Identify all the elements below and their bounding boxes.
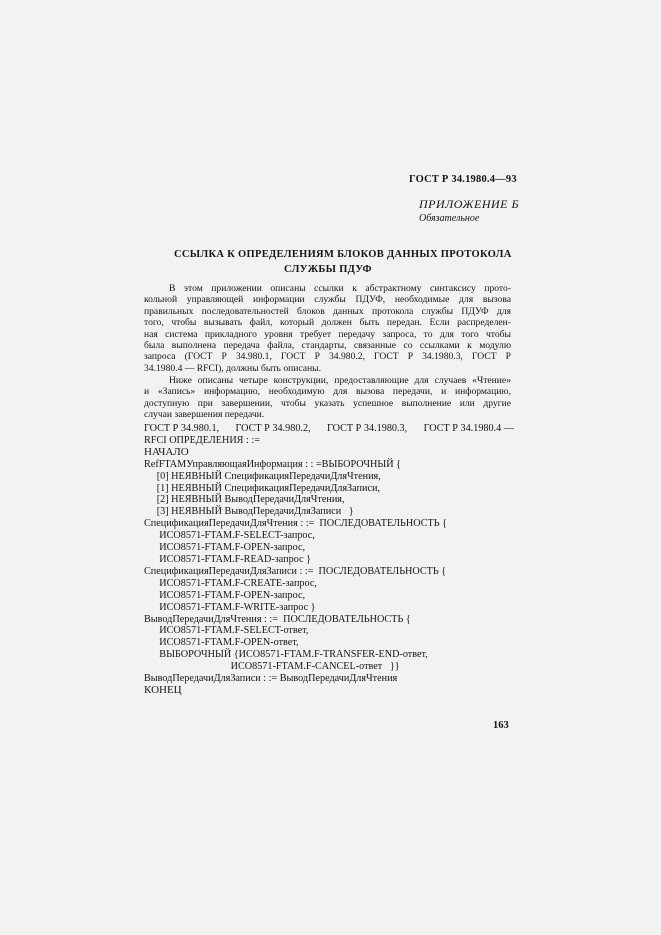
code-line: [0] НЕЯВНЫЙ СпецификацияПередачиДляЧтения, (144, 470, 381, 482)
code-line: ИСО8571-FTAM.F-READ-запрос } (144, 553, 312, 565)
paragraph-line: доступную при завершении, чтобы указать успешное выполнение или другие (144, 397, 511, 409)
standard-ref: ГОСТ Р 34.980.1, (144, 423, 220, 434)
code-line: ИСО8571-FTAM.F-CANCEL-ответ }} (144, 661, 400, 673)
code-line: ИСО8571-FTAM.F-SELECT-ответ, (144, 625, 309, 637)
code-line: ВЫБОРОЧНЫЙ {ИСО8571-FTAM.F-TRANSFER-END-ответ, (144, 649, 428, 661)
code-line: ИСО8571-FTAM.F-CREATE-запрос, (144, 577, 317, 589)
code-line: ИСО8571-FTAM.F-OPEN-ответ, (144, 637, 299, 649)
standard-ref: ГОСТ Р 34.1980.4 — (423, 423, 514, 434)
code-line: ИСО8571-FTAM.F-SELECT-запрос, (144, 530, 315, 542)
code-line: ИСО8571-FTAM.F-WRITE-запрос } (144, 601, 316, 613)
code-line: ИСО8571-FTAM.F-OPEN-запрос, (144, 542, 306, 554)
code-line: [3] НЕЯВНЫЙ ВыводПередачиДляЗаписи } (144, 506, 354, 518)
paragraph-line: Ниже описаны четыре конструкции, предоставляющие для случаев «Чтение» (169, 375, 511, 386)
paragraph-line: и «Запись» информацию, необходимую для вызова передачи, и информацию, (144, 386, 511, 398)
page-number: 163 (493, 720, 509, 731)
standards-reference-line (144, 423, 514, 435)
standard-ref: ГОСТ Р 34.980.2, (235, 423, 311, 434)
code-line: ВыводПередачиДляЧтения : := ПОСЛЕДОВАТЕЛЬНОСТЬ { (144, 613, 411, 625)
paragraph-line: запроса (ГОСТ Р 34.980.1, ГОСТ Р 34.980.2, ГОСТ Р 34.1980.3, ГОСТ Р (144, 351, 511, 363)
paragraph-line: правильных последовательностей блоков данных протокола службы ПДУФ для (144, 305, 511, 317)
code-line: RefFTAMУправляющаяИнформация : : =ВЫБОРОЧНЫЙ { (144, 458, 402, 470)
code-line: СпецификацияПередачиДляЧтения : := ПОСЛЕДОВАТЕЛЬНОСТЬ { (144, 518, 448, 530)
code-line: НАЧАЛО (144, 445, 189, 458)
paragraph-line: того, чтобы вызывать файл, который должен быть передан. Если распределен- (144, 317, 511, 329)
document-header-code: ГОСТ Р 34.1980.4—93 (409, 174, 517, 185)
code-line: [2] НЕЯВНЫЙ ВыводПередачиДляЧтения, (144, 494, 345, 506)
code-line: СпецификацияПередачиДляЗаписи : := ПОСЛЕДОВАТЕЛЬНОСТЬ { (144, 565, 447, 577)
paragraph-line: ная система прикладного уровня требует передачу запроса, то для того чтобы (144, 328, 511, 340)
paragraph-line: случаи завершения передачи. (144, 409, 265, 421)
standard-ref: ГОСТ Р 34.1980.3, (327, 423, 408, 434)
paragraph-line: была выполнена передача файла, стандарты, связанные со ссылками к модулю (144, 340, 511, 352)
code-line: RFCI ОПРЕДЕЛЕНИЯ : := (144, 434, 260, 446)
paragraph-line: кольной управляющей информации службы ПДУФ, необходимые для вызова (144, 294, 511, 306)
section-title-line-2: СЛУЖБЫ ПДУФ (284, 264, 372, 275)
code-line: КОНЕЦ (144, 683, 182, 696)
asn1-definitions (144, 423, 514, 697)
code-line: [1] НЕЯВНЫЙ СпецификацияПередачиДляЗаписи, (144, 482, 380, 494)
appendix-status: Обязательное (419, 213, 480, 224)
code-line: ИСО8571-FTAM.F-OPEN-запрос, (144, 589, 306, 601)
code-line: ВыводПередачиДляЗаписи : := ВыводПередачиДляЧтения (144, 673, 398, 685)
paragraph-line: В этом приложении описаны ссылки к абстрактному синтаксису прото- (169, 283, 511, 294)
section-title-line-1: ССЫЛКА К ОПРЕДЕЛЕНИЯМ БЛОКОВ ДАННЫХ ПРОТОКОЛА (174, 249, 512, 260)
paragraph-line: 34.1980.4 — RFCI), должны быть описаны. (144, 362, 322, 374)
appendix-title: ПРИЛОЖЕНИЕ Б (419, 197, 520, 211)
paragraph-intro (144, 283, 511, 374)
paragraph-constructs (144, 375, 511, 421)
